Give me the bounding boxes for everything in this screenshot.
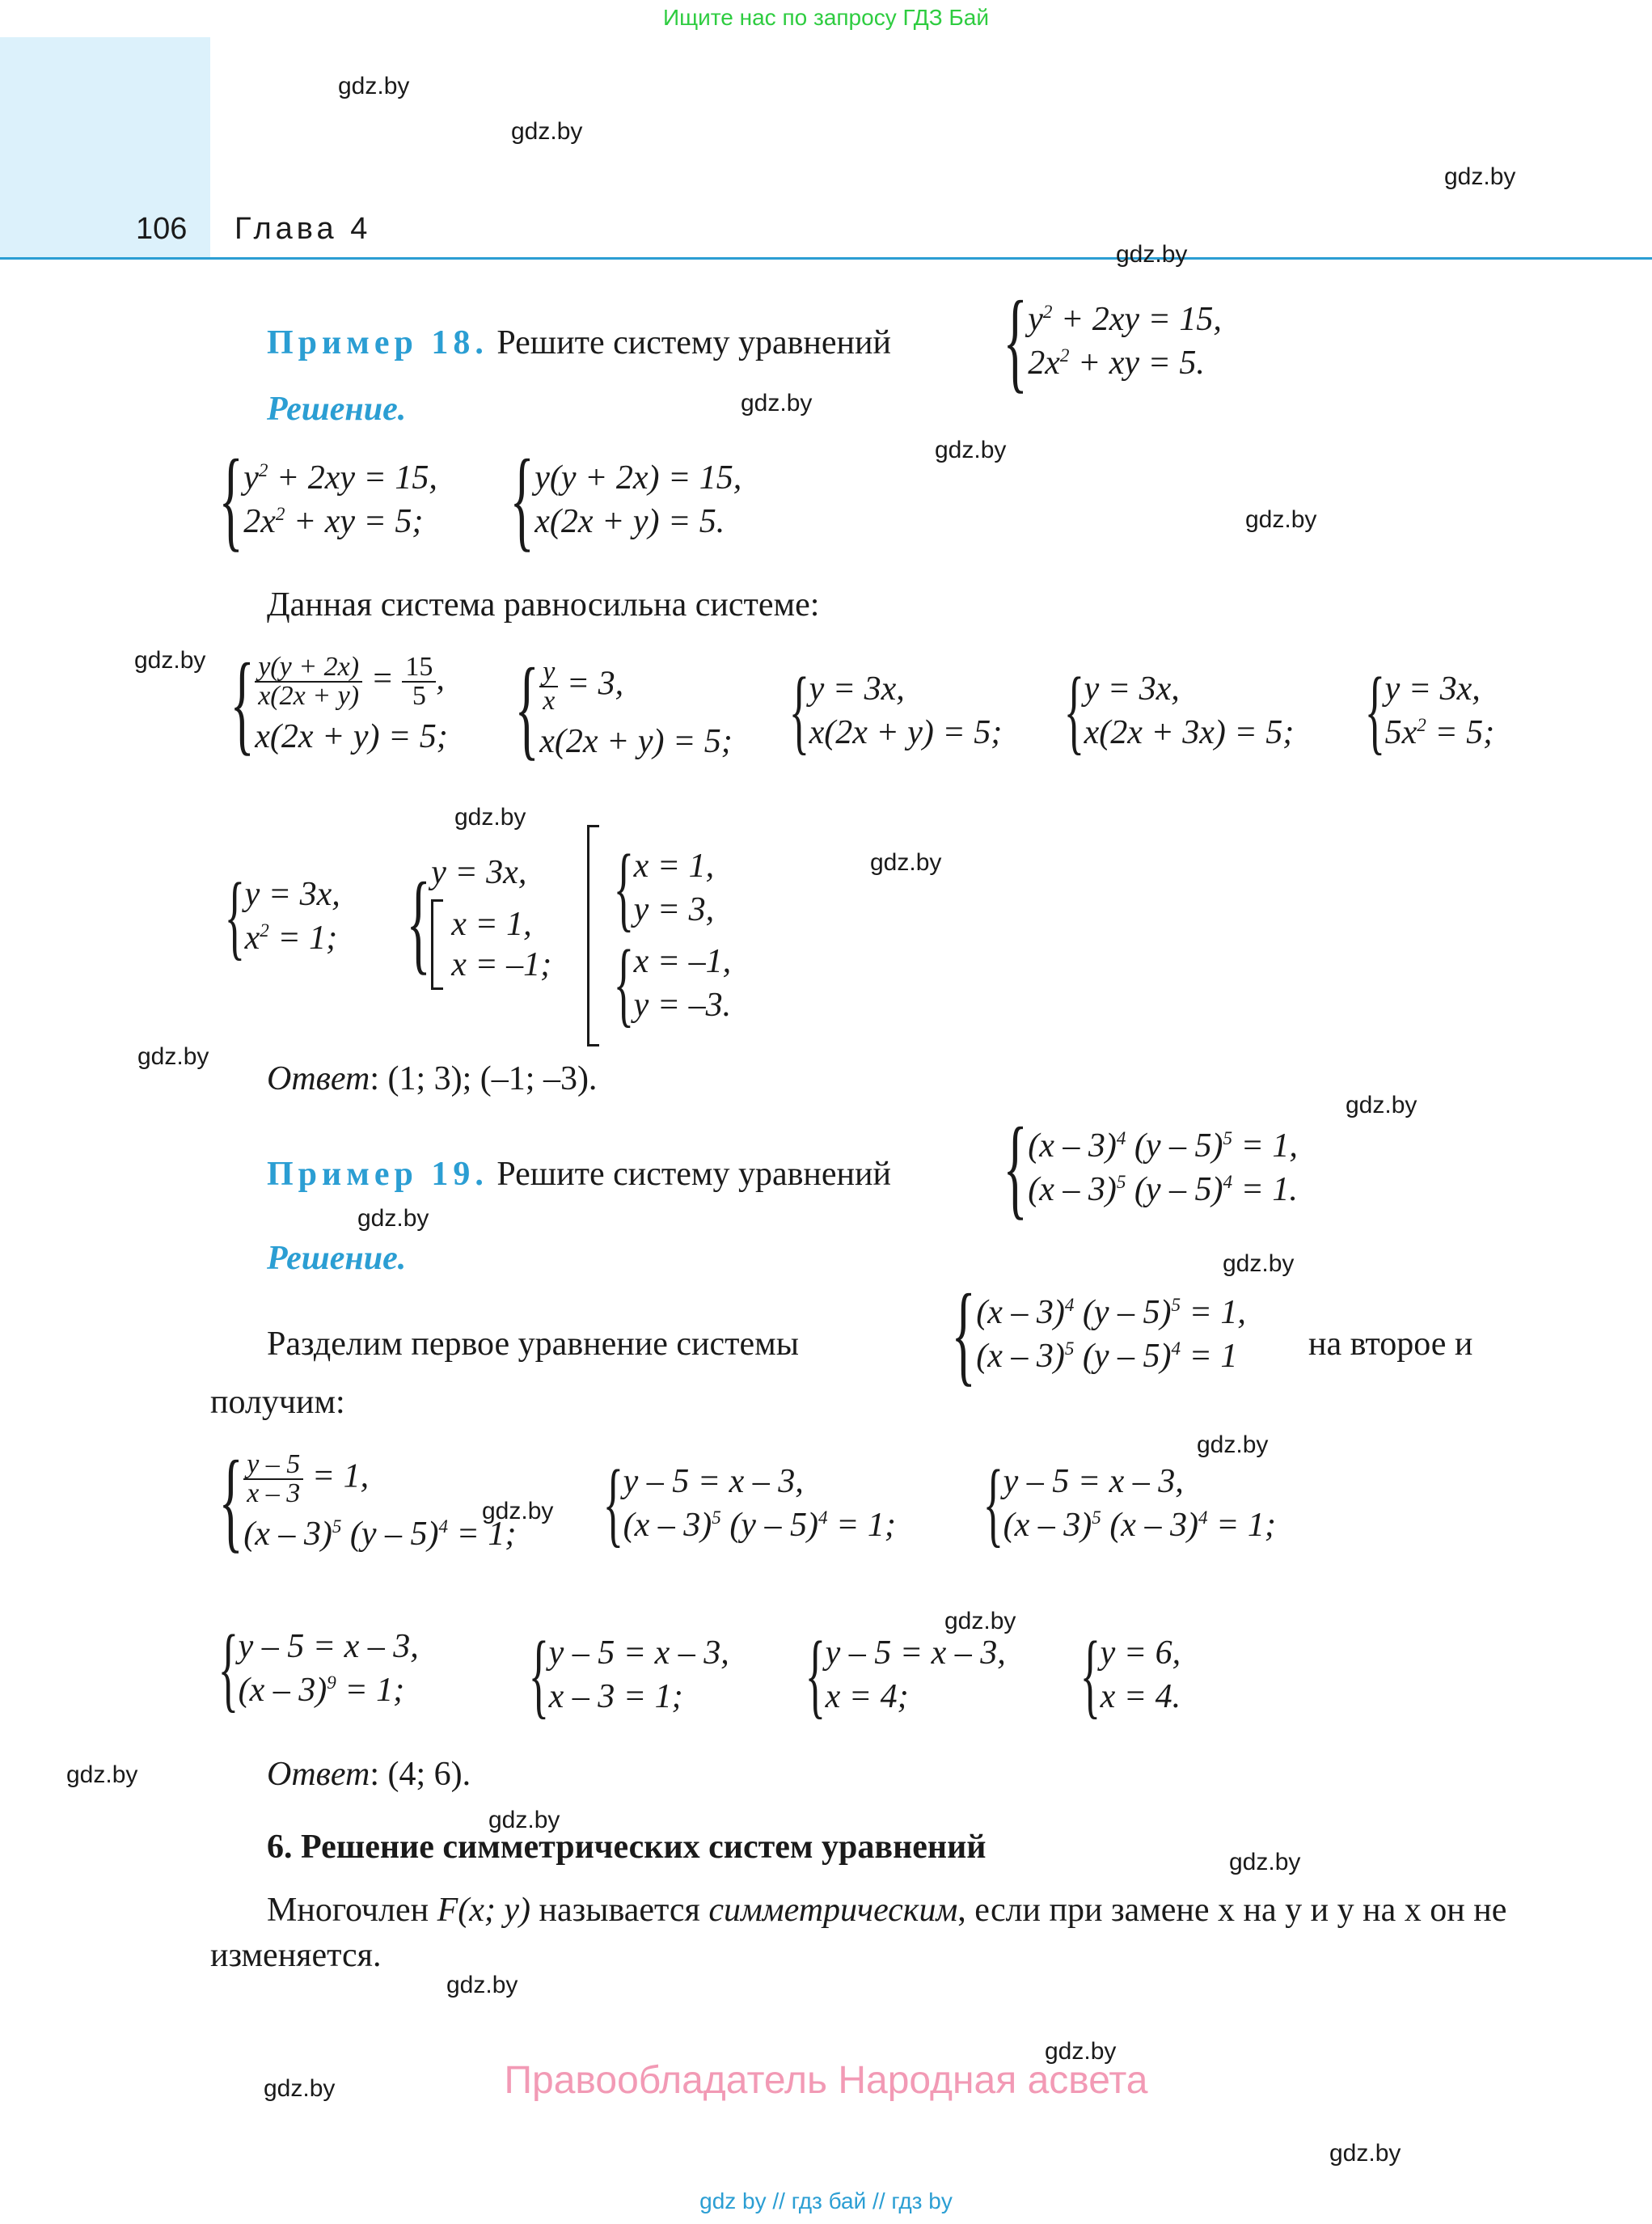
watermark: gdz.by xyxy=(870,849,942,876)
definition-text: Многочлен xyxy=(267,1892,437,1929)
watermark: gdz.by xyxy=(134,647,206,674)
section-title: 6. Решение симметрических систем уравнений xyxy=(267,1829,987,1866)
definition-text: x на y и y на x он не изменяется. xyxy=(210,1892,1507,1974)
watermark: gdz.by xyxy=(741,390,813,416)
watermark: gdz.by xyxy=(454,804,526,831)
example-18-task: Решите систему уравнений xyxy=(496,324,891,362)
watermark: gdz.by xyxy=(488,1807,560,1833)
system-step: { y – 5 = x – 3, x – 3 = 1; xyxy=(528,1621,729,1727)
rights-holder: Правообладатель Народная асвета xyxy=(504,2059,1148,2102)
example-19-system-copy: { (x – 3)$^4$ (y – 5)$^5$ = 1, (x – 3)$^5$ (y – 5)$^4$ = 1 xyxy=(951,1271,1246,1397)
system-step: { y – 5 = x – 3, (x – 3)$^5$ (x – 3)$^4$ = 1; xyxy=(982,1450,1276,1556)
system-step: { y = 3x, x(2x + 3x) = 5; xyxy=(1063,657,1295,763)
example-19-task: Решите систему уравнений xyxy=(496,1156,891,1193)
definition-text: , если при замене xyxy=(957,1892,1219,1929)
system-step: { $\frac{y - 5}{x - 3}$ = 1, (x – 3)$^5$ (y – 5)$^4$ = 1; xyxy=(218,1438,517,1563)
system-step: { y = 3x, x = 1, x = –1; xyxy=(399,851,551,995)
system-step: { y = 6, x = 4. xyxy=(1080,1621,1181,1727)
watermark: gdz.by xyxy=(1223,1250,1295,1277)
definition-fxy: F(x; y) xyxy=(437,1892,531,1929)
system-step: { y – 5 = x – 3, x = 4; xyxy=(805,1621,1006,1727)
divide-text: Разделим первое уравнение системы xyxy=(267,1326,799,1363)
example-19-answer xyxy=(267,1755,471,1794)
system-step: { y – 5 = x – 3, (x – 3)$^9$ = 1; xyxy=(218,1615,419,1721)
watermark: gdz.by xyxy=(264,2075,336,2102)
answer-label: Ответ xyxy=(267,1756,370,1793)
example-19-heading xyxy=(267,1155,891,1194)
watermark: gdz.by xyxy=(1346,1092,1418,1118)
system-step: { y = 3x, $x^2 = 1$; xyxy=(224,863,340,969)
watermark: gdz.by xyxy=(1197,1431,1269,1458)
get-text: получим: xyxy=(210,1384,345,1421)
answer-value: : (4; 6). xyxy=(370,1756,471,1793)
example-18-heading xyxy=(267,323,891,362)
system-step: { y – 5 = x – 3, (x – 3)$^5$ (y – 5)$^4$ = 1; xyxy=(602,1450,896,1556)
watermark: gdz.by xyxy=(1245,506,1317,533)
watermark: gdz.by xyxy=(511,118,583,145)
answer-label: Ответ xyxy=(267,1060,370,1097)
divide-text-end: на второе и xyxy=(1308,1326,1473,1363)
watermark: gdz.by xyxy=(944,1608,1016,1634)
watermark: gdz.by xyxy=(1045,2038,1117,2065)
system-step: { $\frac{y}{x}$ = 3, x(2x + y) = 5; xyxy=(514,645,733,771)
watermark: gdz.by xyxy=(482,1498,554,1524)
section-definition xyxy=(210,1888,1520,1978)
system-step: { y(y + 2x) = 15, x(2x + y) = 5. xyxy=(509,437,742,562)
system-step: { y = 3x, $5x^2 = 5$; xyxy=(1364,657,1495,763)
example-19-solution-label: Решение. xyxy=(267,1240,407,1277)
definition-term: симметрическим xyxy=(708,1892,958,1929)
page-number: 106 xyxy=(136,212,188,246)
header-rule xyxy=(0,257,1652,260)
example-18-system: { $y^2 + 2xy = 15$, $2x^2$ + xy = 5. xyxy=(1003,278,1222,404)
system-step: { $y^2 + 2xy = 15$, $2x^2$ + xy = 5; xyxy=(218,437,437,562)
example-19-label: Пример 19. xyxy=(267,1156,488,1193)
watermark: gdz.by xyxy=(357,1205,429,1232)
watermark: gdz.by xyxy=(1444,163,1516,190)
answer-value: : (1; 3); (–1; –3). xyxy=(370,1060,598,1097)
system-step: { $\frac{y(y + 2x)}{x(2x + y)}$ = $\frac{15}{5}$ , x(2x + y) = 5; xyxy=(230,641,448,766)
bottom-links[interactable]: gdz by // гдз бай // гдз by xyxy=(699,2188,953,2213)
equivalent-text: Данная система равносильна системе: xyxy=(267,586,820,624)
watermark: gdz.by xyxy=(137,1043,209,1070)
chapter-title: Глава 4 xyxy=(234,212,372,246)
system-step: { y = 3x, x(2x + y) = 5; xyxy=(788,657,1003,763)
watermark: gdz.by xyxy=(66,1761,138,1788)
example-18-solution-label: Решение. xyxy=(267,391,407,428)
watermark: gdz.by xyxy=(1229,1849,1301,1875)
definition-text: называется xyxy=(530,1892,709,1929)
top-banner[interactable]: Ищите нас по запросу ГДЗ Бай xyxy=(662,5,990,30)
example-19-system: { (x – 3)$^4$ (y – 5)$^5$ = 1, (x – 3)$^5$ (y – 5)$^4$ = 1. xyxy=(1003,1105,1298,1230)
watermark: gdz.by xyxy=(338,73,410,99)
system-step: { x = 1, y = 3, { x = –1, y = –3. xyxy=(587,825,731,1046)
example-18-label: Пример 18. xyxy=(267,324,488,362)
watermark: gdz.by xyxy=(935,437,1007,463)
watermark: gdz.by xyxy=(1116,241,1188,268)
watermark: gdz.by xyxy=(446,1972,518,1998)
watermark: gdz.by xyxy=(1329,2140,1401,2167)
example-18-answer xyxy=(267,1059,597,1098)
